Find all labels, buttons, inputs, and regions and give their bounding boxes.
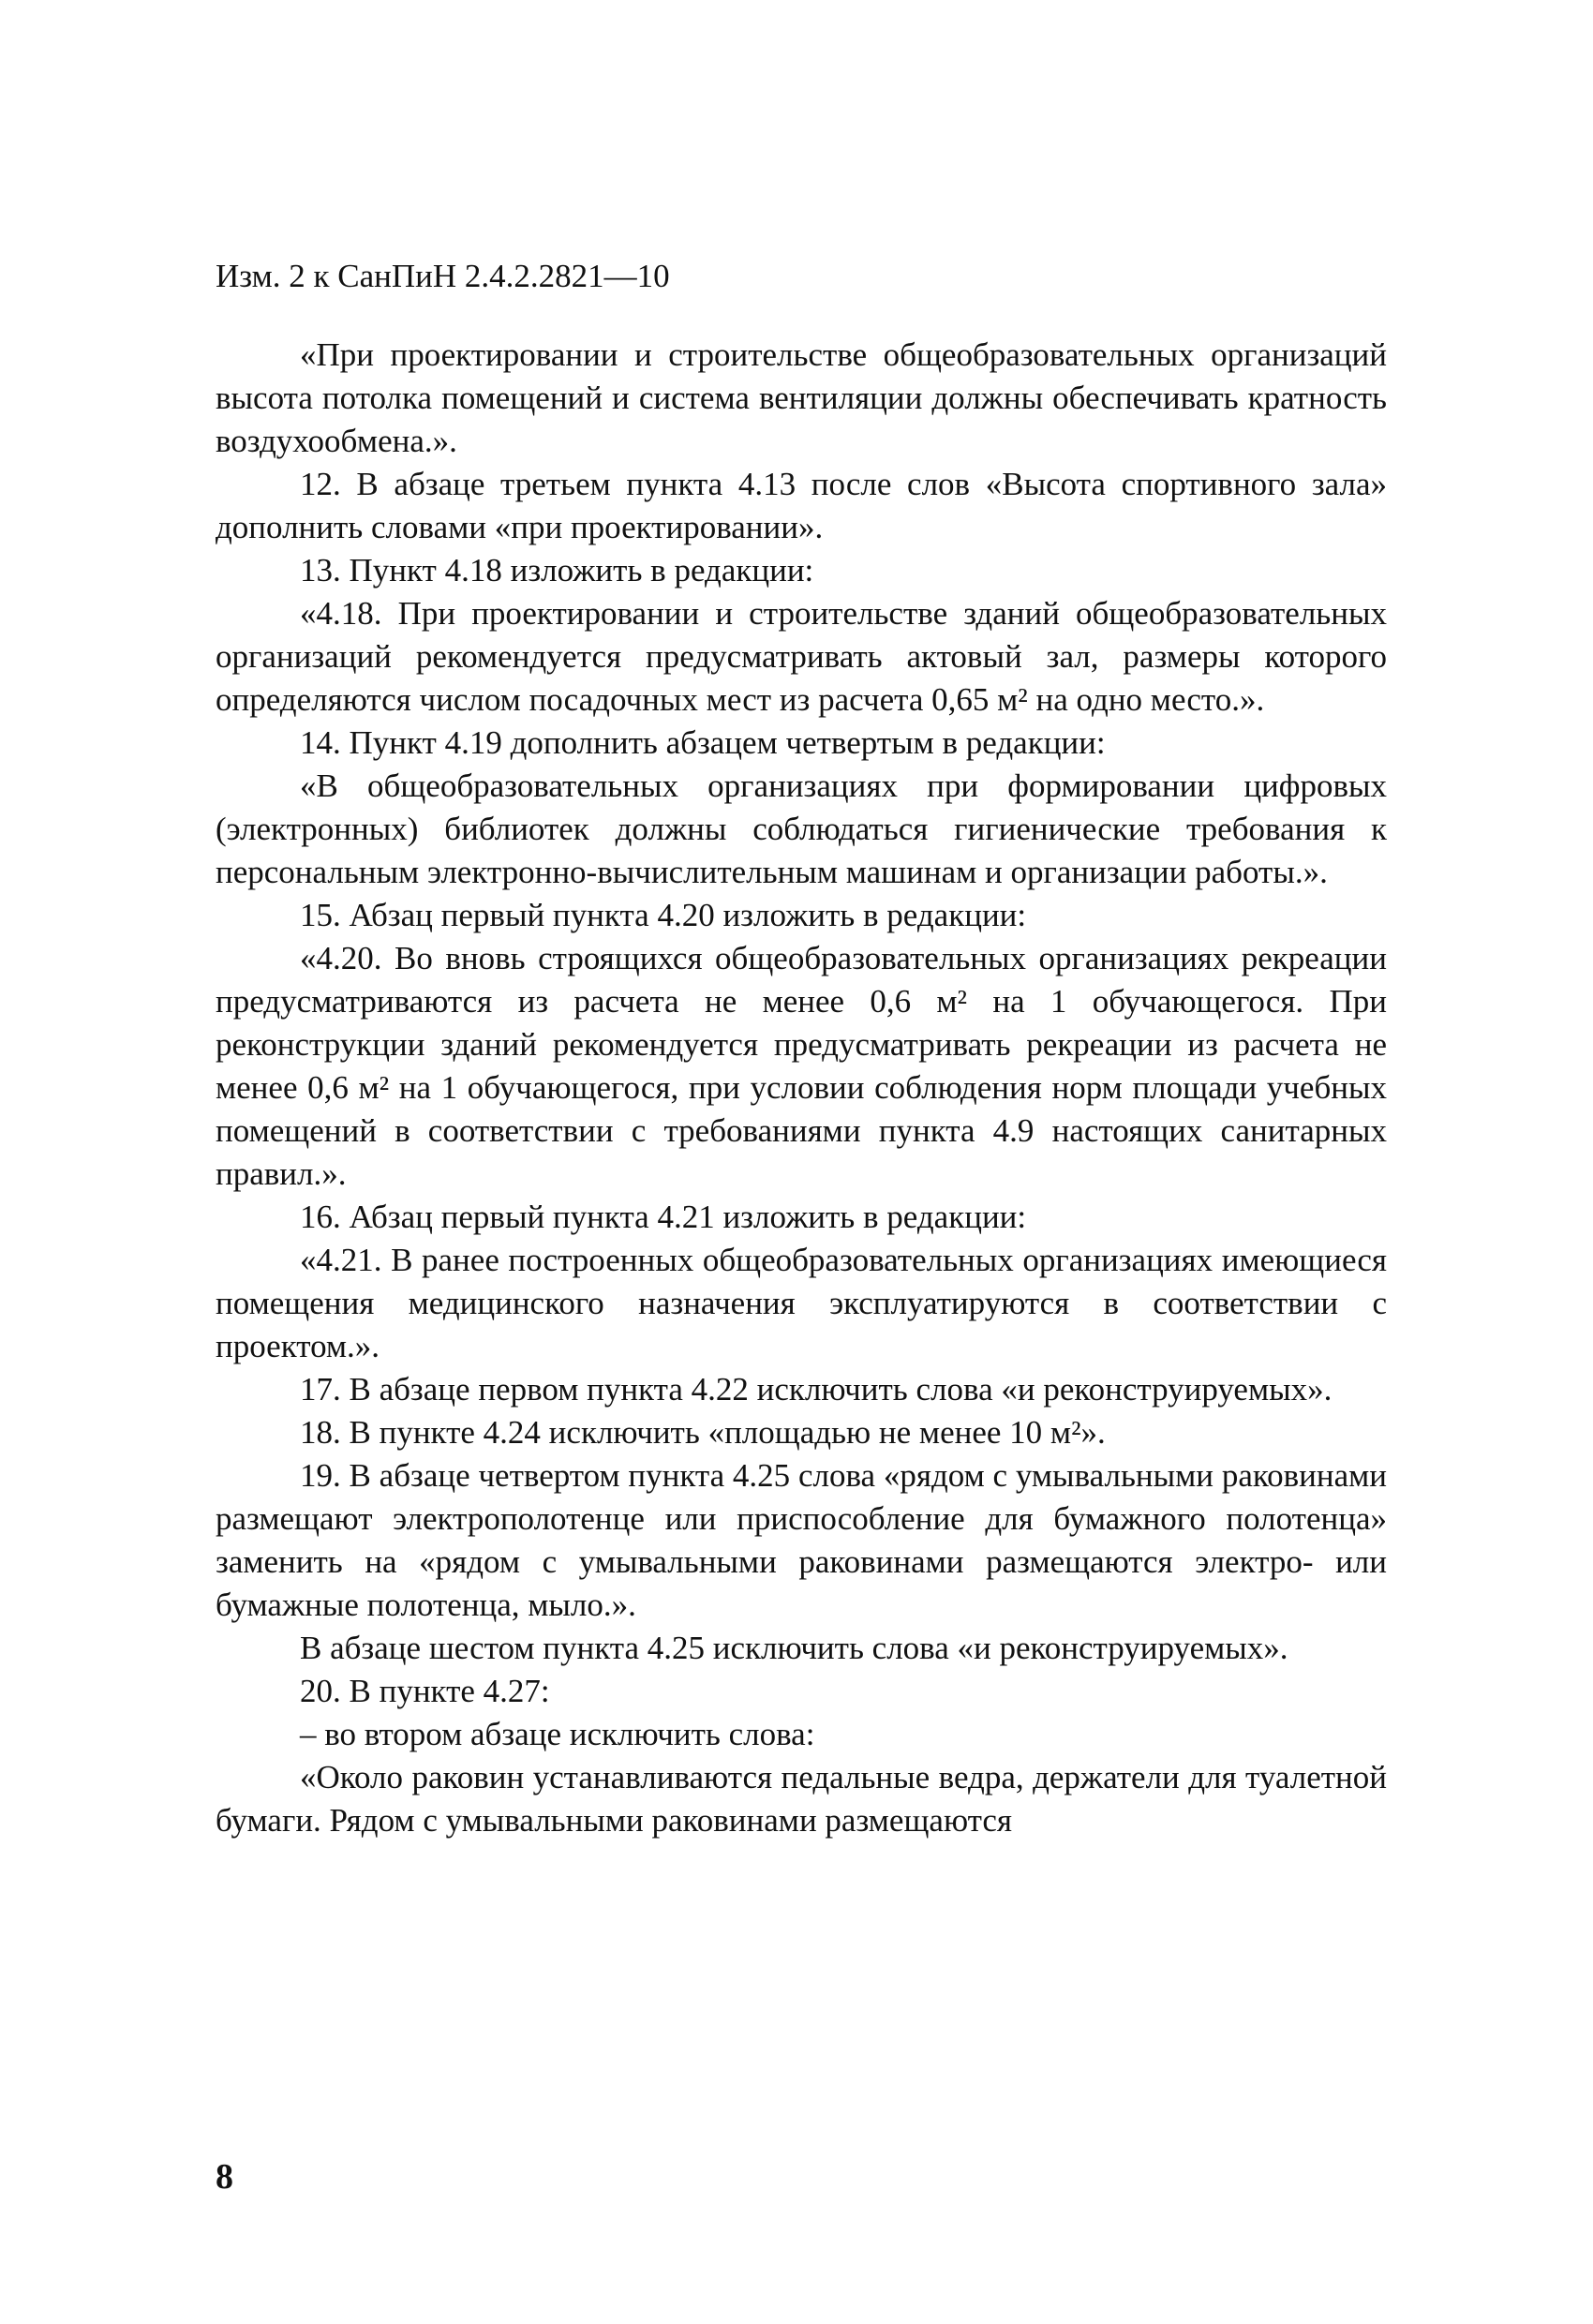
paragraph: «В общеобразовательных организациях при формировании цифровых (электронных) библиотек должны соблюдаться гигиенические требования к персональным электронно-вычислительным машинам и организации работы.». <box>216 767 1387 890</box>
paragraph: «4.21. В ранее построенных общеобразовательных организациях имеющиеся помещения медицинского назначения эксплуатируются в соответствии с проектом.». <box>216 1242 1387 1364</box>
paragraph: «При проектировании и строительстве общеобразовательных организаций высота потолка помещений и система вентиляции должны обеспечивать кратность воздухообмена.». <box>216 336 1387 459</box>
paragraph: 16. Абзац первый пункта 4.21 изложить в редакции: <box>300 1199 1027 1235</box>
paragraph: 17. В абзаце первом пункта 4.22 исключить слова «и реконструируемых». <box>300 1371 1332 1408</box>
document-body <box>216 334 1387 1842</box>
paragraph: 20. В пункте 4.27: <box>300 1673 550 1709</box>
paragraph: – во втором абзаце исключить слова: <box>300 1716 815 1752</box>
paragraph: 18. В пункте 4.24 исключить «площадью не менее 10 м²». <box>300 1414 1106 1451</box>
paragraph: 19. В абзаце четвертом пункта 4.25 слова «рядом с умывальными раковинами размещают электрополотенце или приспособление для бумажного полотенца» заменить на «рядом с умывальными раковинами размещаются электро- или бумажные полотенца, мыло.». <box>216 1457 1387 1623</box>
paragraph: 13. Пункт 4.18 изложить в редакции: <box>300 552 814 588</box>
paragraph: «4.18. При проектировании и строительстве зданий общеобразовательных организаций рекомендуется предусматривать актовый зал, размеры которого определяются числом посадочных мест из расчета 0,65 м² на одно место.». <box>216 595 1387 718</box>
document-header: Изм. 2 к СанПиН 2.4.2.2821—10 <box>216 258 670 294</box>
paragraph: «Около раковин устанавливаются педальные ведра, держатели для туалетной бумаги. Рядом с умывальными раковинами размещаются <box>216 1759 1387 1839</box>
page-number: 8 <box>216 2157 233 2197</box>
paragraph: В абзаце шестом пункта 4.25 исключить слова «и реконструируемых». <box>300 1630 1288 1666</box>
paragraph: 15. Абзац первый пункта 4.20 изложить в редакции: <box>300 897 1027 933</box>
paragraph: 14. Пункт 4.19 дополнить абзацем четвертым в редакции: <box>300 724 1106 761</box>
paragraph: «4.20. Во вновь строящихся общеобразовательных организациях рекреации предусматриваются из расчета не менее 0,6 м² на 1 обучающегося. При реконструкции зданий рекомендуется предусматривать рекреации из расчета не менее 0,6 м² на 1 обучающегося, при условии соблюдения норм площади учебных помещений в соответствии с требованиями пункта 4.9 настоящих санитарных правил.». <box>216 940 1387 1192</box>
paragraph: 12. В абзаце третьем пункта 4.13 после слов «Высота спортивного зала» дополнить словами «при проектировании». <box>216 466 1387 545</box>
